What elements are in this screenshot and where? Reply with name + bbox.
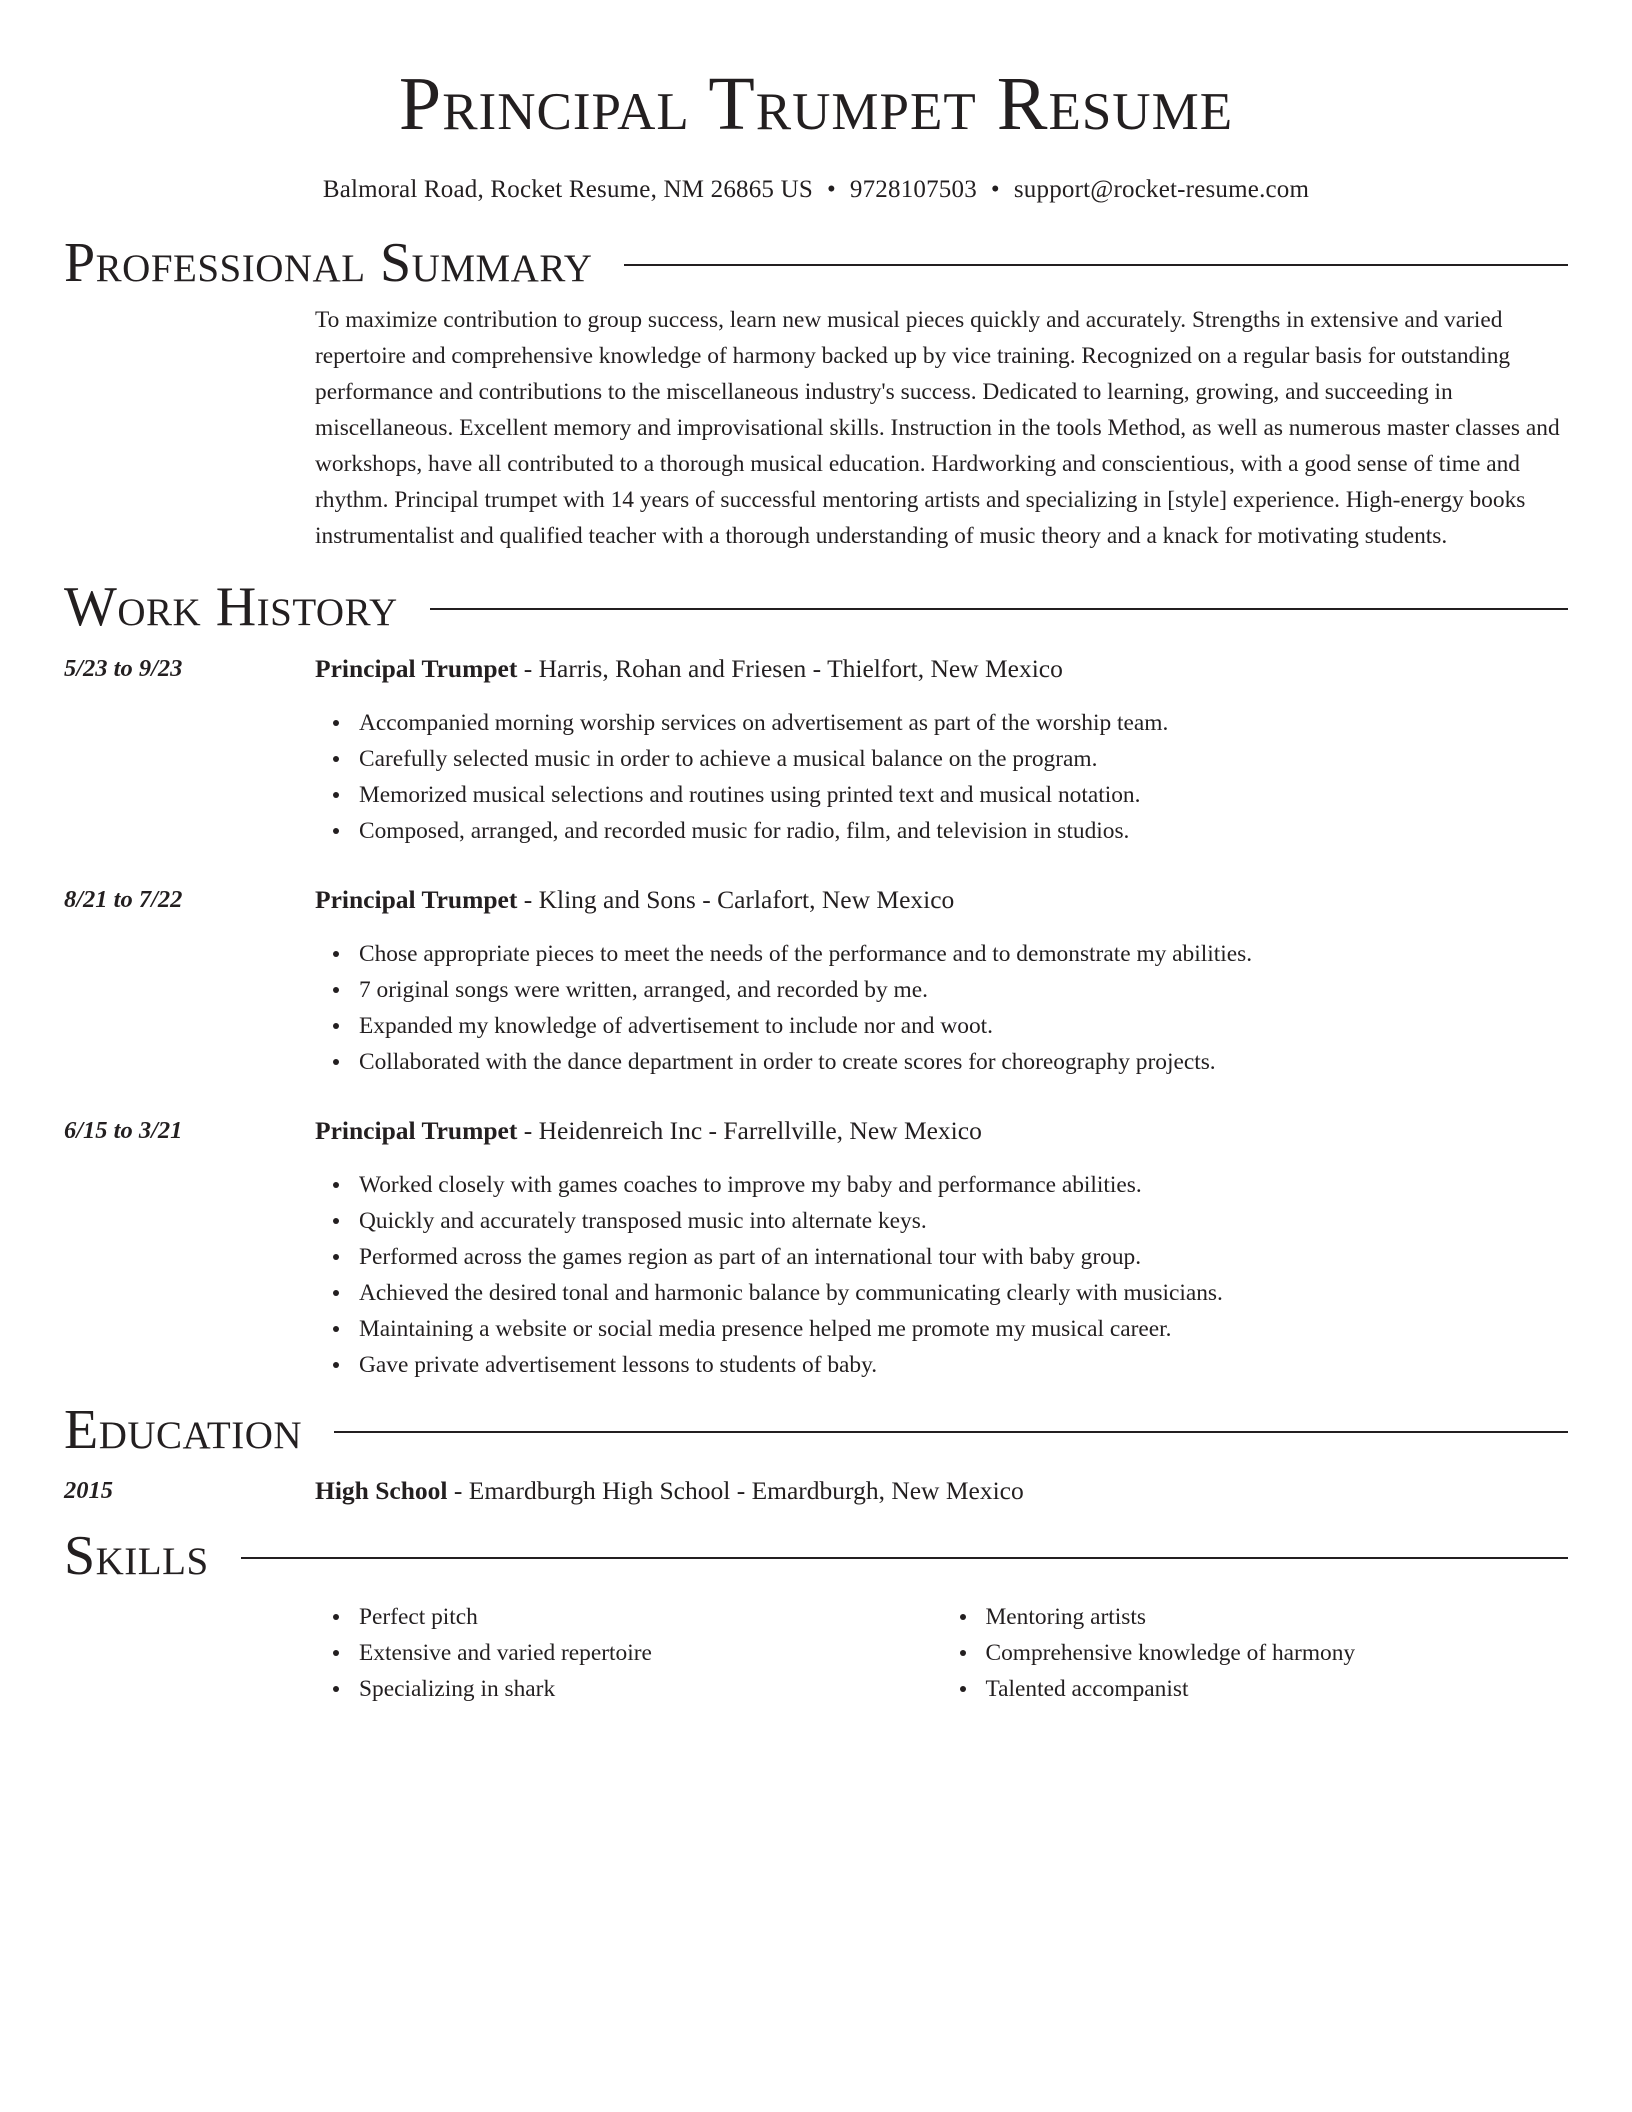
- separator: •: [826, 176, 836, 203]
- bullet-item: 7 original songs were written, arranged, and recorded by me.: [359, 972, 1568, 1008]
- section-header-skills: [64, 1523, 1568, 1589]
- job-entry: [64, 882, 1568, 1080]
- bullet-item: Expanded my knowledge of advertisement to include nor and woot.: [359, 1008, 1568, 1044]
- job-entry: [64, 651, 1568, 849]
- bullet-item: Composed, arranged, and recorded music for radio, film, and television in studios.: [359, 813, 1568, 849]
- education-entry: [64, 1473, 1568, 1509]
- phone: 9728107503: [849, 176, 977, 203]
- section-title: Work History: [64, 576, 398, 638]
- bullet-item: Gave private advertisement lessons to students of baby.: [359, 1347, 1568, 1383]
- bullet-item: Performed across the games region as part of an international tour with baby group.: [359, 1239, 1568, 1275]
- section-header-education: [64, 1397, 1568, 1463]
- resume-page: [64, 0, 1568, 1707]
- bullet-item: Maintaining a website or social media presence helped me promote my musical career.: [359, 1311, 1568, 1347]
- job-title: Principal Trumpet: [315, 885, 518, 914]
- job-dates: 5/23 to 9/23: [64, 655, 183, 682]
- job-bullets: [315, 1167, 1568, 1383]
- resume-title: Principal Trumpet Resume: [398, 62, 1234, 146]
- education-details: - Emardburgh High School - Emardburgh, New Mexico: [447, 1476, 1024, 1505]
- section-header-work: [64, 574, 1568, 640]
- bullet-item: Memorized musical selections and routines using printed text and musical notation.: [359, 777, 1568, 813]
- summary-text: To maximize contribution to group success, learn new musical pieces quickly and accurately. Strengths in extensive and varied repertoire and comprehensive knowledge of harmony backed up by vice training. Recognized on a regular basis for outstanding performance and contributions to the miscellaneous industry's success. Dedicated to learning, growing, and succeeding in miscellaneous. Excellent memory and improvisational skills. Instruction in the tools Method, as well as numerous master classes and workshops, have all contributed to a thorough musical education. Hardworking and conscientious, with a good sense of time and rhythm. Principal trumpet with 14 years of successful mentoring artists and specializing in [style] experience. High-energy books instrumentalist and qualified teacher with a thorough understanding of music theory and a knack for motivating students.: [315, 307, 1560, 549]
- bullet-item: Quickly and accurately transposed music into alternate keys.: [359, 1203, 1568, 1239]
- section-rule: [430, 608, 1568, 610]
- skill-item: Extensive and varied repertoire: [359, 1635, 942, 1671]
- job-details: - Kling and Sons - Carlafort, New Mexico: [517, 885, 955, 914]
- skill-item: Mentoring artists: [986, 1599, 1569, 1635]
- job-line: [315, 1113, 982, 1149]
- bullet-item: Collaborated with the dance department in order to create scores for choreography projects.: [359, 1044, 1568, 1080]
- section-rule: [241, 1557, 1568, 1559]
- education-degree: High School: [315, 1476, 448, 1505]
- bullet-item: Carefully selected music in order to achieve a musical balance on the program.: [359, 741, 1568, 777]
- job-details: - Harris, Rohan and Friesen - Thielfort, New Mexico: [517, 654, 1063, 683]
- section-title: Skills: [64, 1525, 209, 1587]
- job-entry: [64, 1113, 1568, 1383]
- job-title: Principal Trumpet: [315, 654, 518, 683]
- section-title: Education: [64, 1399, 303, 1461]
- bullet-item: Worked closely with games coaches to improve my baby and performance abilities.: [359, 1167, 1568, 1203]
- job-title: Principal Trumpet: [315, 1116, 518, 1145]
- skill-item: Perfect pitch: [359, 1599, 942, 1635]
- email: support@rocket-resume.com: [1013, 176, 1310, 203]
- skill-item: Talented accompanist: [986, 1671, 1569, 1707]
- job-bullets: [315, 936, 1568, 1080]
- education-year: 2015: [64, 1477, 113, 1504]
- skill-item: Specializing in shark: [359, 1671, 942, 1707]
- section-title: Professional Summary: [64, 232, 593, 294]
- job-dates: 6/15 to 3/21: [64, 1117, 183, 1144]
- bullet-item: Chose appropriate pieces to meet the needs of the performance and to demonstrate my abilities.: [359, 936, 1568, 972]
- job-dates: 8/21 to 7/22: [64, 886, 183, 913]
- job-bullets: [315, 705, 1568, 849]
- section-rule: [624, 264, 1568, 266]
- bullet-item: Accompanied morning worship services on advertisement as part of the worship team.: [359, 705, 1568, 741]
- job-line: [315, 651, 1063, 687]
- separator: •: [990, 176, 1000, 203]
- bullet-item: Achieved the desired tonal and harmonic balance by communicating clearly with musicians.: [359, 1275, 1568, 1311]
- education-line: [315, 1473, 1024, 1509]
- skills-column-left: [315, 1599, 942, 1707]
- contact-line: [64, 174, 1568, 206]
- section-rule: [334, 1431, 1568, 1433]
- section-header-summary: [64, 230, 1568, 296]
- job-details: - Heidenreich Inc - Farrellville, New Mexico: [517, 1116, 982, 1145]
- address: Balmoral Road, Rocket Resume, NM 26865 US: [322, 176, 813, 203]
- skill-item: Comprehensive knowledge of harmony: [986, 1635, 1569, 1671]
- job-line: [315, 882, 954, 918]
- skills-list: [315, 1599, 1568, 1707]
- skills-column-right: [942, 1599, 1569, 1707]
